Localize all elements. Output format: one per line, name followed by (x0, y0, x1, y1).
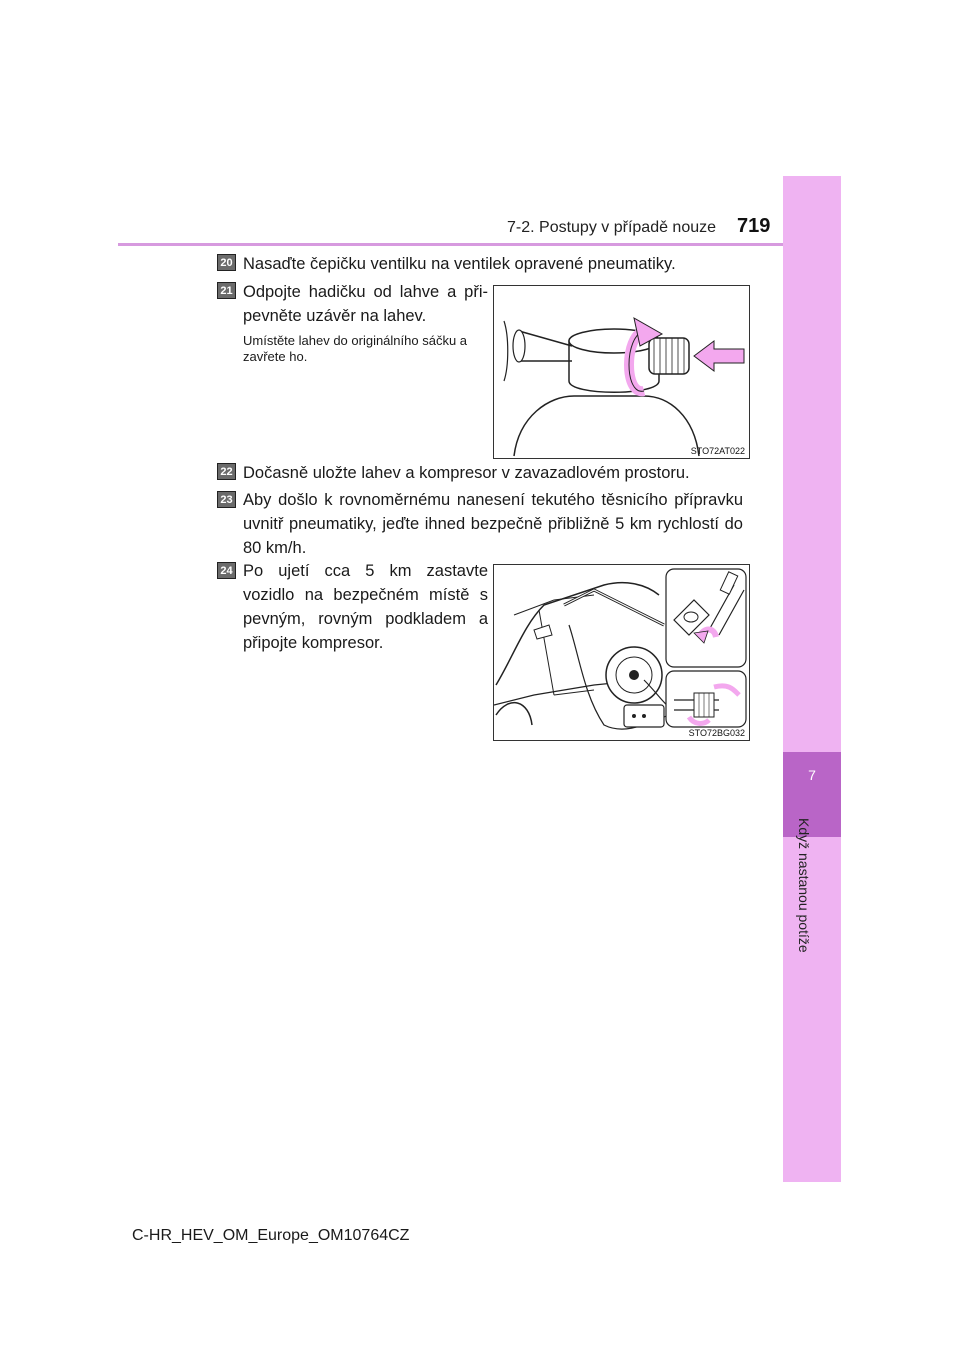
step-text-23: Aby došlo k rovnoměrnému nanesení tekutého těsnicího přípravku uvnitř pneumatiky, jeďte ihned bezpečně přibližně 5 km rychlostí do 80 km/h. (243, 491, 743, 557)
document-id: C-HR_HEV_OM_Europe_OM10764CZ (132, 1227, 410, 1244)
chapter-number: 7 (808, 767, 816, 783)
page-number: 719 (737, 215, 771, 237)
figure-code-1: STO72AT022 (690, 446, 745, 456)
chapter-title: Když nastanou potíže (796, 818, 812, 953)
side-tab-chapter-marker (783, 752, 841, 837)
step-badge-21: 21 (217, 282, 236, 299)
side-tab (783, 176, 841, 1182)
car-compressor-illustration (494, 565, 749, 740)
step-badge-22: 22 (217, 463, 236, 480)
step-text-20: Nasaďte čepičku ventilku na ventilek opravené pneumatiky. (243, 255, 676, 273)
figure-bottle-cap (493, 285, 750, 459)
step-text-24: Po ujetí cca 5 km zastavte vozidlo na bezpečném místě s pevným, rovným podkladem a připojte kompresor. (243, 562, 488, 652)
header-rule (118, 243, 783, 246)
step-text-21: Odpojte hadičku od lahve a při-pevněte uzávěr na lahev. (243, 283, 488, 325)
figure-code-2: STO72BG032 (688, 728, 745, 738)
step-text-22: Dočasně uložte lahev a kompresor v zavazadlovém prostoru. (243, 464, 690, 482)
section-title: 7-2. Postupy v případě nouze (507, 219, 717, 236)
figure-car-compressor (493, 564, 750, 741)
step-badge-20: 20 (217, 254, 236, 271)
bottle-cap-illustration (494, 286, 749, 458)
step-badge-23: 23 (217, 491, 236, 508)
step-badge-24: 24 (217, 562, 236, 579)
step-note-21: Umístěte lahev do originálního sáčku a zavřete ho. (243, 333, 468, 364)
